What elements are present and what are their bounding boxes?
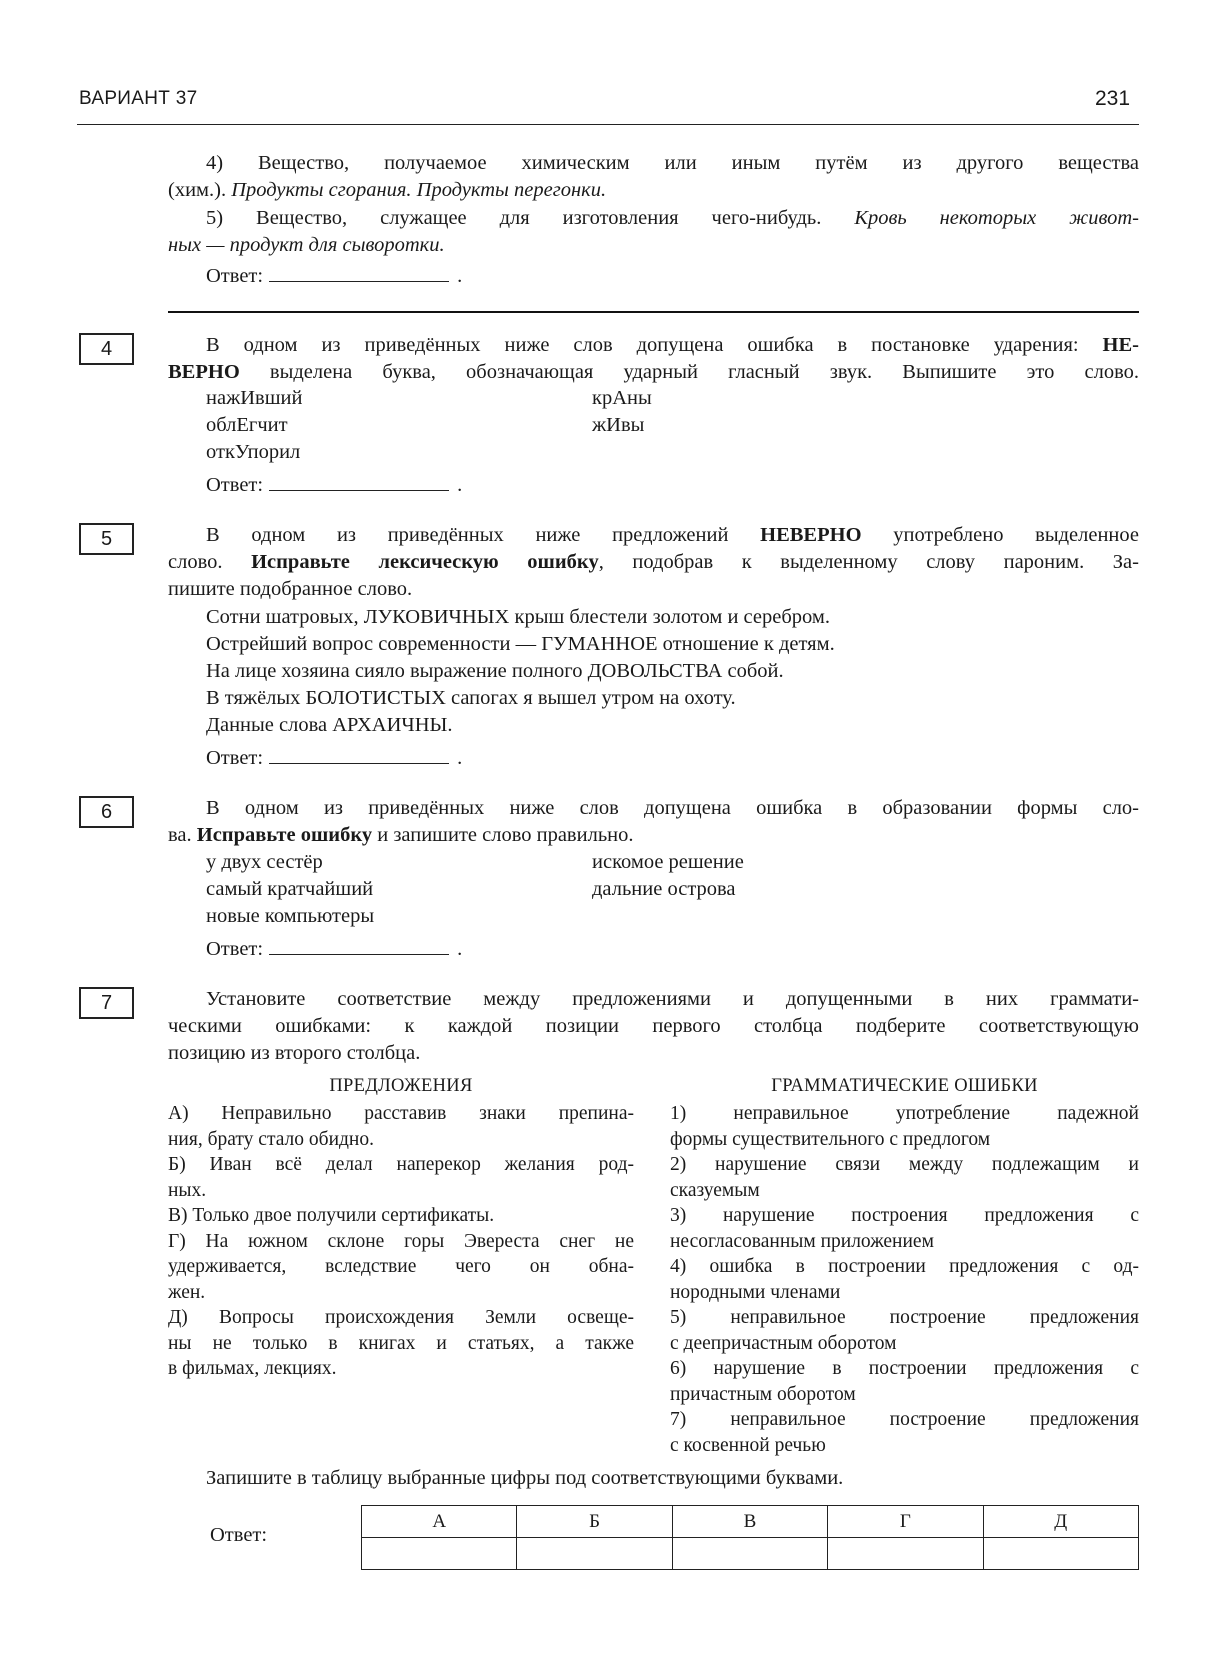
answer-field[interactable] <box>269 745 449 764</box>
task4-word-5: жИвы <box>592 414 645 436</box>
answer-table-header-row <box>362 1506 1139 1538</box>
errors-column <box>670 1101 1139 1458</box>
sentence-line: В) Только двое получили сертификаты. <box>168 1205 495 1226</box>
prev-answer-row: Ответ: . <box>206 265 463 287</box>
task4-word-2: облЕгчит <box>206 414 288 436</box>
error-line: 4) ошибка в построении предложения с од- <box>670 1256 1139 1277</box>
sentence-line: ния, брату стало обидно. <box>168 1128 374 1150</box>
sentence-line: А) Неправильно расставив знаки препина- <box>168 1103 634 1124</box>
task4-text-line2: ВЕРНО выделена буква, обозначающая ударный гласный звук. Выпишите это слово. <box>168 361 1139 383</box>
error-line: 7) неправильное построение предложения <box>670 1409 1139 1430</box>
error-line: 6) нарушение в построении предложения с <box>670 1358 1139 1379</box>
answer-cell-v[interactable] <box>672 1538 827 1570</box>
task7-text-line1: Установите соответствие между предложениями и допущенными в них граммати- <box>206 988 1139 1010</box>
error-line: несогласованным приложением <box>670 1230 934 1252</box>
error-line: нородными членами <box>670 1281 841 1303</box>
error-line: 3) нарушение построения предложения с <box>670 1205 1139 1226</box>
task6-answer-row: Ответ: . <box>206 938 463 960</box>
prev-item-5-line1: 5) Вещество, служащее для изготовления чего-нибудь. Кровь некоторых живот- <box>206 207 1139 229</box>
task5-text-line2: слово. Исправьте лексическую ошибку, подобрав к выделенному слову пароним. За- <box>168 551 1139 573</box>
error-line: причастным оборотом <box>670 1383 856 1405</box>
sentence-line: жен. <box>168 1281 206 1303</box>
sentence-line: Б) Иван всё делал наперекор желания род- <box>168 1154 634 1175</box>
task5-sentence-2: Острейший вопрос современности — ГУМАННОЕ отношение к детям. <box>206 633 835 655</box>
task6-word-2: самый кратчайший <box>206 878 374 900</box>
answer-table <box>361 1505 1139 1570</box>
error-line: сказуемым <box>670 1179 760 1201</box>
task6-text-line2: ва. Исправьте ошибку и запишите слово правильно. <box>168 824 634 846</box>
task6-word-5: дальние острова <box>592 878 736 900</box>
answer-cell-a[interactable] <box>362 1538 517 1570</box>
task4-word-1: нажИвший <box>206 387 303 409</box>
answer-cell-b[interactable] <box>517 1538 672 1570</box>
task5-sentence-3: На лице хозяина сияло выражение полного ДОВОЛЬСТВА собой. <box>206 660 784 682</box>
task5-sentence-1: Сотни шатровых, ЛУКОВИЧНЫХ крыш блестели золотом и серебром. <box>206 606 830 628</box>
sentence-line: ны не только в книгах и статьях, а также <box>168 1332 634 1354</box>
error-line: 5) неправильное построение предложения <box>670 1307 1139 1328</box>
right-column-header: ГРАММАТИЧЕСКИЕ ОШИБКИ <box>771 1076 1038 1096</box>
answer-table-header: А <box>362 1506 517 1538</box>
sentence-line: в фильмах, лекциях. <box>168 1358 337 1379</box>
task6-word-1: у двух сестёр <box>206 851 323 873</box>
task6-word-4: искомое решение <box>592 851 744 873</box>
task7-answer-label: Ответ: <box>210 1524 268 1546</box>
task6-text-line1: В одном из приведённых ниже слов допущена ошибка в образовании формы сло- <box>206 797 1139 819</box>
answer-label: Ответ: <box>206 747 264 769</box>
task7-instruction: Запишите в таблицу выбранные цифры под соответствующими буквами. <box>206 1467 844 1489</box>
prev-item-4-line2: (хим.). Продукты сгорания. Продукты перегонки. <box>168 179 607 201</box>
task-number-7: 7 <box>79 987 134 1019</box>
error-line: 2) нарушение связи между подлежащим и <box>670 1154 1139 1175</box>
task5-sentence-5: Данные слова АРХАИЧНЫ. <box>206 714 453 736</box>
error-line: формы существительного с предлогом <box>670 1128 991 1150</box>
answer-field[interactable] <box>269 263 449 282</box>
sentence-line: Г) На южном склоне горы Эвереста снег не <box>168 1230 634 1252</box>
task-number-6: 6 <box>79 796 134 828</box>
error-line: с деепричастным оборотом <box>670 1332 897 1354</box>
left-column-header: ПРЕДЛОЖЕНИЯ <box>329 1076 473 1096</box>
task4-word-3: откУпорил <box>206 441 301 463</box>
task4-text-line1: В одном из приведённых ниже слов допущена ошибка в постановке ударения: НЕ- <box>206 334 1139 356</box>
error-line: 1) неправильное употребление падежной <box>670 1103 1139 1124</box>
header-divider <box>77 124 1139 125</box>
task5-text-line3: пишите подобранное слово. <box>168 578 413 600</box>
answer-field[interactable] <box>269 472 449 491</box>
answer-table-header: В <box>672 1506 827 1538</box>
sentence-line: Д) Вопросы происхождения Земли освеще- <box>168 1307 634 1328</box>
sentences-column <box>168 1101 634 1382</box>
task6-word-3: новые компьютеры <box>206 905 375 927</box>
task5-sentence-4: В тяжёлых БОЛОТИСТЫХ сапогах я вышел утром на охоту. <box>206 687 736 709</box>
task7-text-line3: позицию из второго столбца. <box>168 1042 421 1064</box>
answer-cell-g[interactable] <box>828 1538 983 1570</box>
answer-label: Ответ: <box>206 474 264 496</box>
page-number: 231 <box>1095 87 1131 110</box>
task-number-4: 4 <box>79 333 134 365</box>
error-line: с косвенной речью <box>670 1434 826 1456</box>
task-number-5: 5 <box>79 523 134 555</box>
task7-text-line2: ческими ошибками: к каждой позиции первого столбца подберите соответствующую <box>168 1015 1139 1037</box>
answer-table-header: Б <box>517 1506 672 1538</box>
answer-field[interactable] <box>269 936 449 955</box>
answer-table-header: Д <box>983 1506 1138 1538</box>
sentence-line: удерживается, вследствие чего он обна- <box>168 1256 634 1277</box>
answer-label: Ответ: <box>206 938 264 960</box>
task4-answer-row: Ответ: . <box>206 474 463 496</box>
answer-label: Ответ: <box>206 265 264 287</box>
sentence-line: ных. <box>168 1179 207 1201</box>
variant-title: ВАРИАНТ 37 <box>79 88 198 109</box>
answer-cell-d[interactable] <box>983 1538 1138 1570</box>
answer-table-header: Г <box>828 1506 983 1538</box>
answer-table-input-row <box>362 1538 1139 1570</box>
task4-word-4: крАны <box>592 387 652 409</box>
prev-item-4-line1: 4) Вещество, получаемое химическим или иным путём из другого вещества <box>206 152 1139 174</box>
section-divider <box>168 311 1139 313</box>
task5-answer-row: Ответ: . <box>206 747 463 769</box>
task5-text-line1: В одном из приведённых ниже предложений НЕВЕРНО употреблено выделенное <box>206 524 1139 546</box>
prev-item-5-line2: ных — продукт для сыворотки. <box>168 234 445 256</box>
